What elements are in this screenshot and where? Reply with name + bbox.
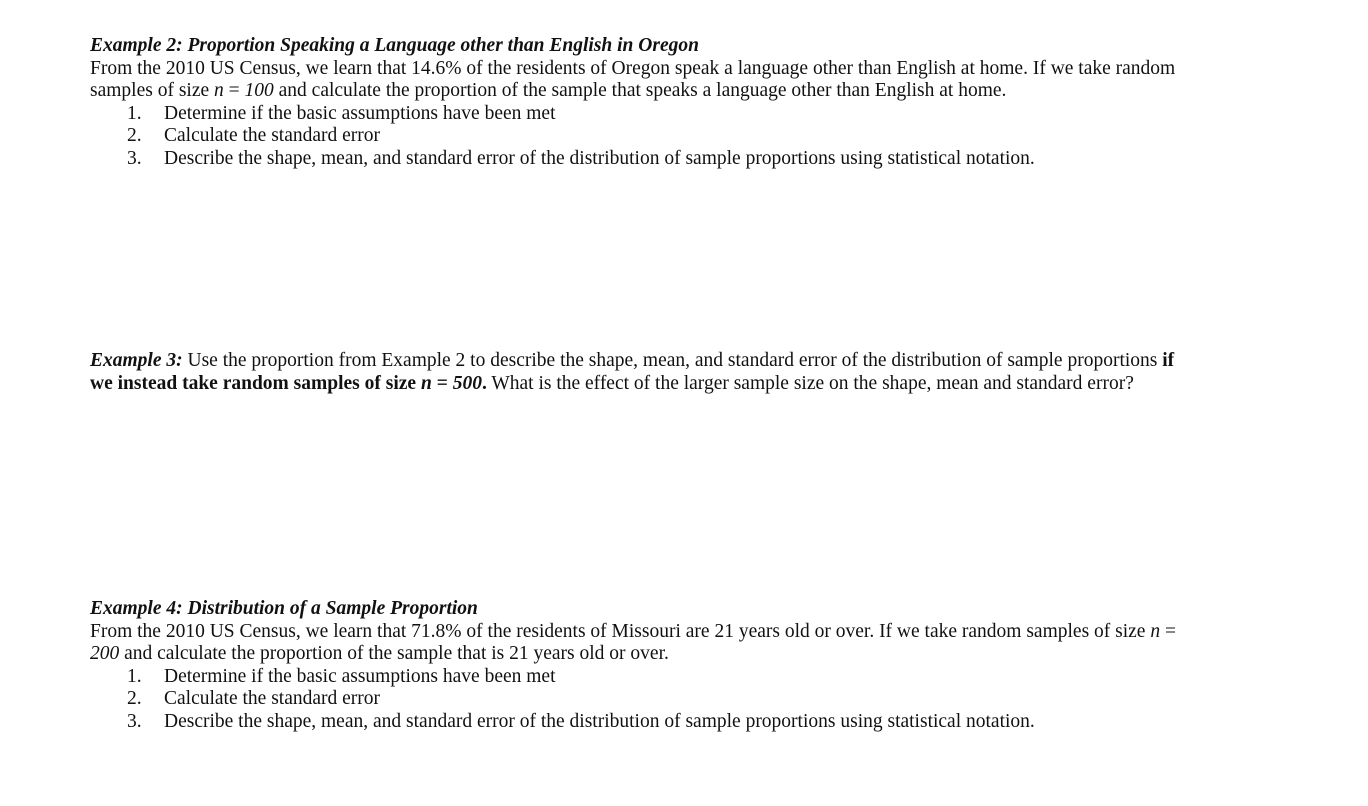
list-item-text: Calculate the standard error — [164, 688, 381, 709]
example-4-steps — [90, 666, 1200, 734]
example-3-label: Example 3: — [90, 350, 183, 371]
list-item-number: 3. — [127, 147, 142, 169]
list-item-text: Determine if the basic assumptions have been met — [164, 665, 556, 687]
list-item-text: Describe the shape, mean, and standard error of the distribution of sample proportions using statistical notation. — [164, 147, 1035, 169]
example-3-bold-period: . — [481, 372, 487, 394]
example-2-body-text-1: From the 2010 US Census, we learn that 14.6% of the residents of Oregon speak a language other than English at home. If we take random samples of size — [90, 57, 1176, 101]
list-item — [90, 688, 1200, 711]
list-item-number: 2. — [127, 125, 142, 146]
list-item — [90, 711, 1200, 734]
list-item-number: 1. — [127, 102, 142, 124]
list-item-number: 1. — [127, 665, 142, 687]
sample-size-variable: n — [1150, 620, 1161, 642]
example-2-body-text-2: and calculate the proportion of the sample that speaks a language other than English at home. — [273, 80, 1007, 101]
sample-size-equals: = — [223, 80, 245, 101]
sample-size-variable: n — [214, 80, 224, 101]
list-item-number: 2. — [127, 688, 142, 709]
list-item-text: Determine if the basic assumptions have been met — [164, 102, 556, 124]
example-3-body — [90, 350, 1200, 395]
example-4-body-text-2: and calculate the proportion of the sample that is 21 years old or over. — [119, 643, 669, 664]
example-4-title: Example 4: Distribution of a Sample Proportion — [90, 598, 478, 619]
example-2-title: Example 2: Proportion Speaking a Language other than English in Oregon — [90, 35, 699, 56]
sample-size-value: 500 — [452, 372, 482, 394]
example-2-body — [90, 58, 1200, 103]
example-4-body-text-1: From the 2010 US Census, we learn that 71.8% of the residents of Missouri are 21 years old or over. If we take random samples of size — [90, 620, 1151, 642]
list-item — [90, 125, 1200, 148]
example-4-body — [90, 621, 1200, 666]
example-2-section — [90, 35, 1200, 170]
example-3-bold-text: if we instead take random samples of size — [90, 350, 1175, 394]
list-item — [90, 103, 1200, 126]
example-2-steps — [90, 103, 1200, 171]
sample-size-equals: = — [431, 372, 453, 394]
example-3-section — [90, 350, 1200, 395]
sample-size-equals: = — [1160, 620, 1176, 642]
list-item-text: Describe the shape, mean, and standard error of the distribution of sample proportions using statistical notation. — [164, 710, 1035, 732]
list-item — [90, 666, 1200, 689]
example-3-body-text-2: What is the effect of the larger sample size on the shape, mean and standard error? — [486, 372, 1134, 394]
list-item-number: 3. — [127, 710, 142, 732]
sample-size-value: 100 — [244, 80, 274, 101]
example-4-section — [90, 598, 1200, 733]
example-3-body-text-1: Use the proportion from Example 2 to describe the shape, mean, and standard error of the distribution of sample proportions — [182, 350, 1163, 371]
sample-size-variable: n — [420, 372, 432, 394]
list-item — [90, 148, 1200, 171]
sample-size-value: 200 — [90, 643, 120, 664]
list-item-text: Calculate the standard error — [164, 125, 381, 146]
